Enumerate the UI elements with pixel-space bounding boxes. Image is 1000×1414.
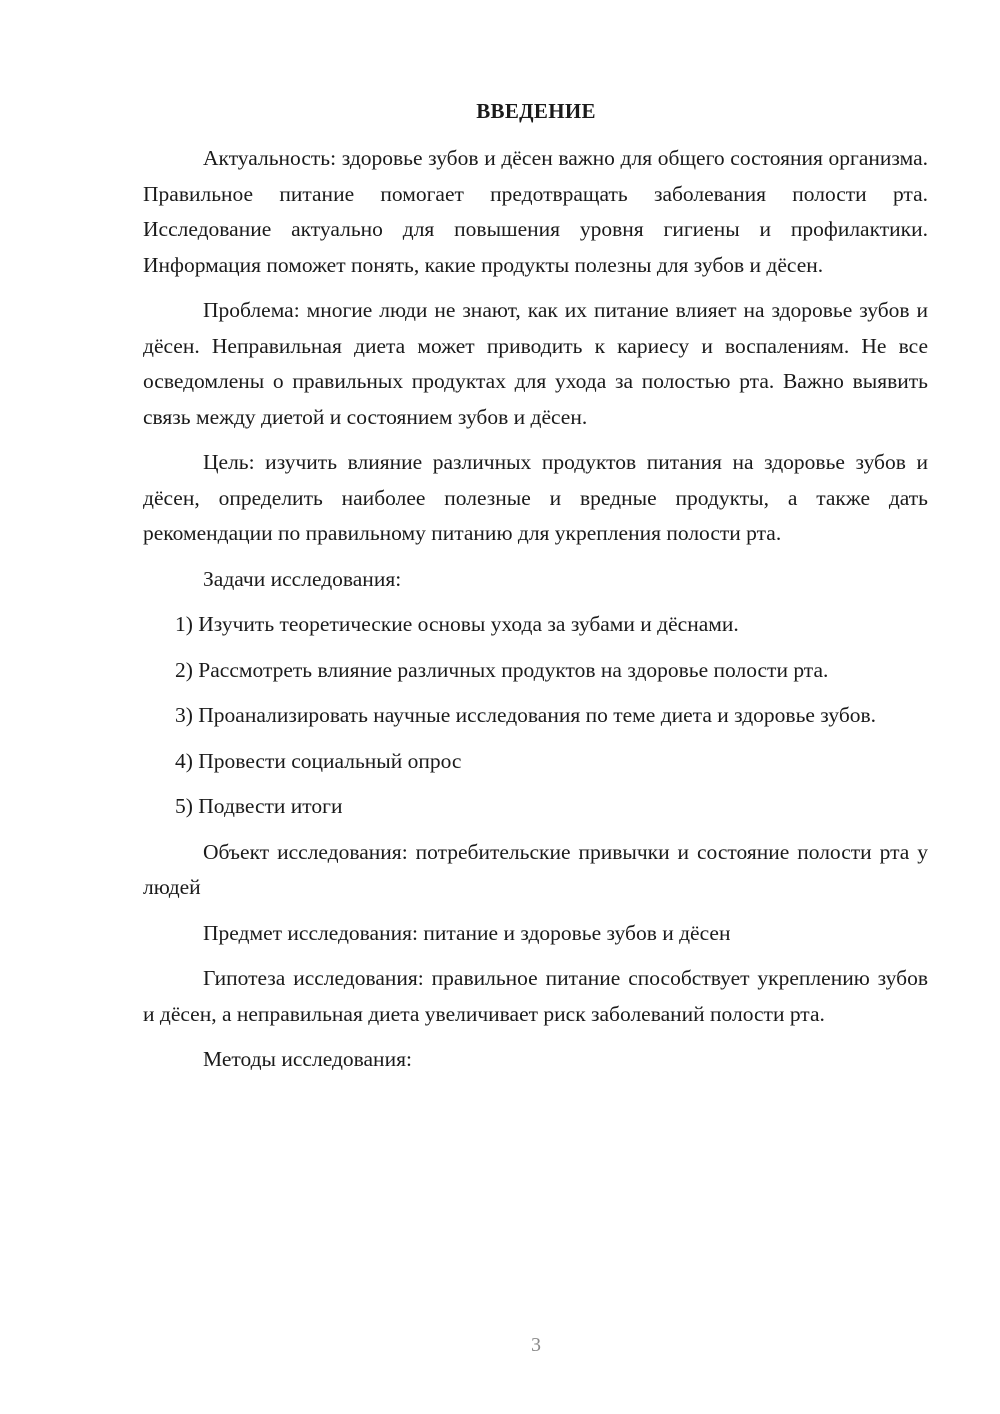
methods-heading: Методы исследования:: [203, 1047, 412, 1071]
page-number: 3: [531, 1334, 541, 1356]
problem-paragraph: Проблема: многие люди не знают, как их питание влияет на здоровье зубов и дёсен. Неправильная диета может приводить к кариесу и воспалениям. Не все осведомлены о правильных продуктах для ухода за полостью рта. Важно выявить связь между диетой и состоянием зубов и дёсен.: [143, 298, 928, 429]
task-item: 5) Подвести итоги: [175, 794, 343, 818]
relevance-paragraph: Актуальность: здоровье зубов и дёсен важно для общего состояния организма. Правильное питание помогает предотвращать заболевания полости рта. Исследование актуально для повышения уровня гигиены и профилактики. Информация поможет понять, какие продукты полезны для зубов и дёсен.: [143, 146, 928, 277]
subject-paragraph: Предмет исследования: питание и здоровье зубов и дёсен: [203, 920, 731, 945]
goal-paragraph: Цель: изучить влияние различных продуктов питания на здоровье зубов и дёсен, определить наиболее полезные и вредные продукты, а также дать рекомендации по правильному питанию для укрепления полости рта.: [143, 450, 928, 545]
task-item: 1) Изучить теоретические основы ухода за зубами и дёснами.: [175, 612, 739, 636]
object-paragraph: Объект исследования: потребительские привычки и состояние полости рта у людей: [143, 839, 928, 899]
task-item: 2) Рассмотреть влияние различных продуктов на здоровье полости рта.: [175, 657, 829, 682]
section-heading: ВВЕДЕНИЕ: [476, 99, 596, 123]
hypothesis-paragraph: Гипотеза исследования: правильное питание способствует укреплению зубов и дёсен, а неправильная диета увеличивает риск заболеваний полости рта.: [143, 966, 928, 1026]
tasks-heading: Задачи исследования:: [203, 566, 402, 591]
body-text: [143, 141, 928, 1078]
task-item: 3) Проанализировать научные исследования по теме диета и здоровье зубов.: [175, 703, 877, 727]
task-item: 4) Провести социальный опрос: [175, 748, 462, 773]
